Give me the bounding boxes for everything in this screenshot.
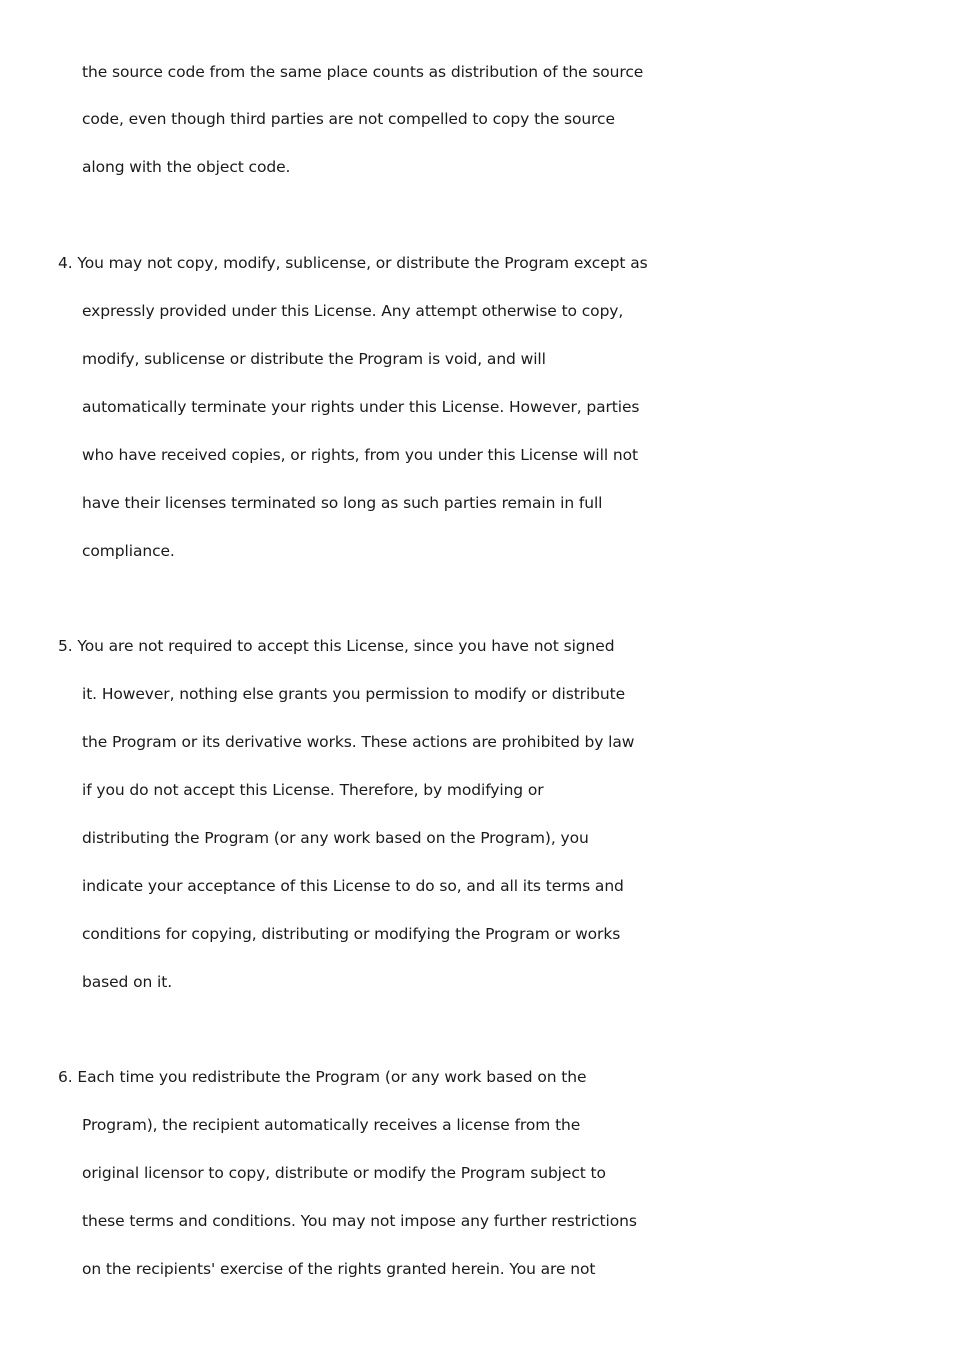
text-line: these terms and conditions. You may not impose any further restrictions bbox=[82, 1212, 637, 1230]
text-line: 5. You are not required to accept this License, since you have not signed bbox=[58, 637, 615, 655]
text-line: indicate your acceptance of this License to do so, and all its terms and bbox=[82, 877, 624, 895]
text-line: 4. You may not copy, modify, sublicense, or distribute the Program except as bbox=[58, 254, 648, 272]
text-line: 6. Each time you redistribute the Program (or any work based on the bbox=[58, 1068, 587, 1086]
text-line: the Program or its derivative works. These actions are prohibited by law bbox=[82, 733, 635, 751]
text-line: it. However, nothing else grants you permission to modify or distribute bbox=[82, 685, 626, 703]
text-line: expressly provided under this License. Any attempt otherwise to copy, bbox=[82, 302, 624, 320]
text-line: if you do not accept this License. Therefore, by modifying or bbox=[82, 781, 544, 799]
text-line: the source code from the same place counts as distribution of the source bbox=[82, 63, 644, 81]
text-line: automatically terminate your rights under this License. However, parties bbox=[82, 398, 640, 416]
text-line: have their licenses terminated so long as such parties remain in full bbox=[82, 494, 603, 512]
text-line: code, even though third parties are not compelled to copy the source bbox=[82, 110, 615, 128]
text-line: conditions for copying, distributing or modifying the Program or works bbox=[82, 925, 621, 943]
text-line: along with the object code. bbox=[82, 158, 291, 176]
text-line: compliance. bbox=[82, 542, 175, 560]
text-line: based on it. bbox=[82, 973, 173, 991]
text-line: distributing the Program (or any work based on the Program), you bbox=[82, 829, 589, 847]
text-line: Program), the recipient automatically receives a license from the bbox=[82, 1116, 581, 1134]
text-line: original licensor to copy, distribute or modify the Program subject to bbox=[82, 1164, 606, 1182]
text-line: modify, sublicense or distribute the Program is void, and will bbox=[82, 350, 546, 368]
text-line: who have received copies, or rights, from you under this License will not bbox=[82, 446, 638, 464]
text-line: on the recipients' exercise of the rights granted herein. You are not bbox=[82, 1260, 596, 1278]
